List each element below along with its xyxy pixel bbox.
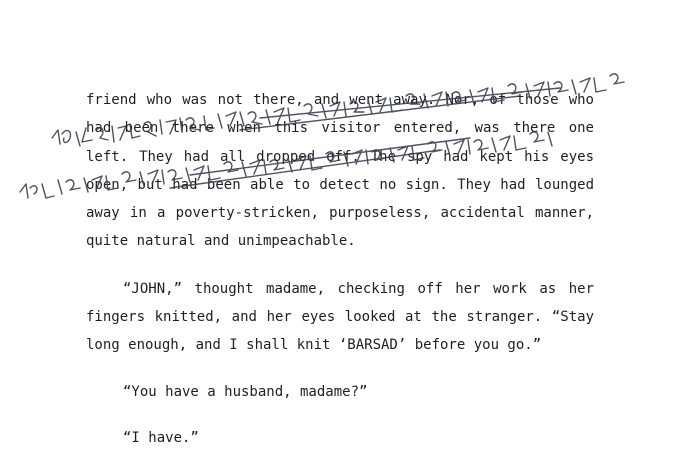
paragraph-3: “You have a husband, madame?” — [123, 383, 368, 400]
paragraph-4: “I have.” — [123, 429, 199, 446]
paragraph-2: “JOHN,” thought madame, checking off her work as her fingers knitted, and her eyes looked at the stranger. “Stay long enough, and I shall knit ‘BARSAD’ before you go.” — [86, 280, 594, 354]
paragraph-1: friend who was not there, and went away. Nor, of those who had been there when this visitor entered, was there one left. They had all dropped off. The spy had kept his eyes open, but had been able to detect no sign. They had lounged away in a poverty-stricken, purposeless, accidental manner, quite natural and unimpeachable. — [86, 92, 594, 250]
text-block — [86, 86, 594, 452]
